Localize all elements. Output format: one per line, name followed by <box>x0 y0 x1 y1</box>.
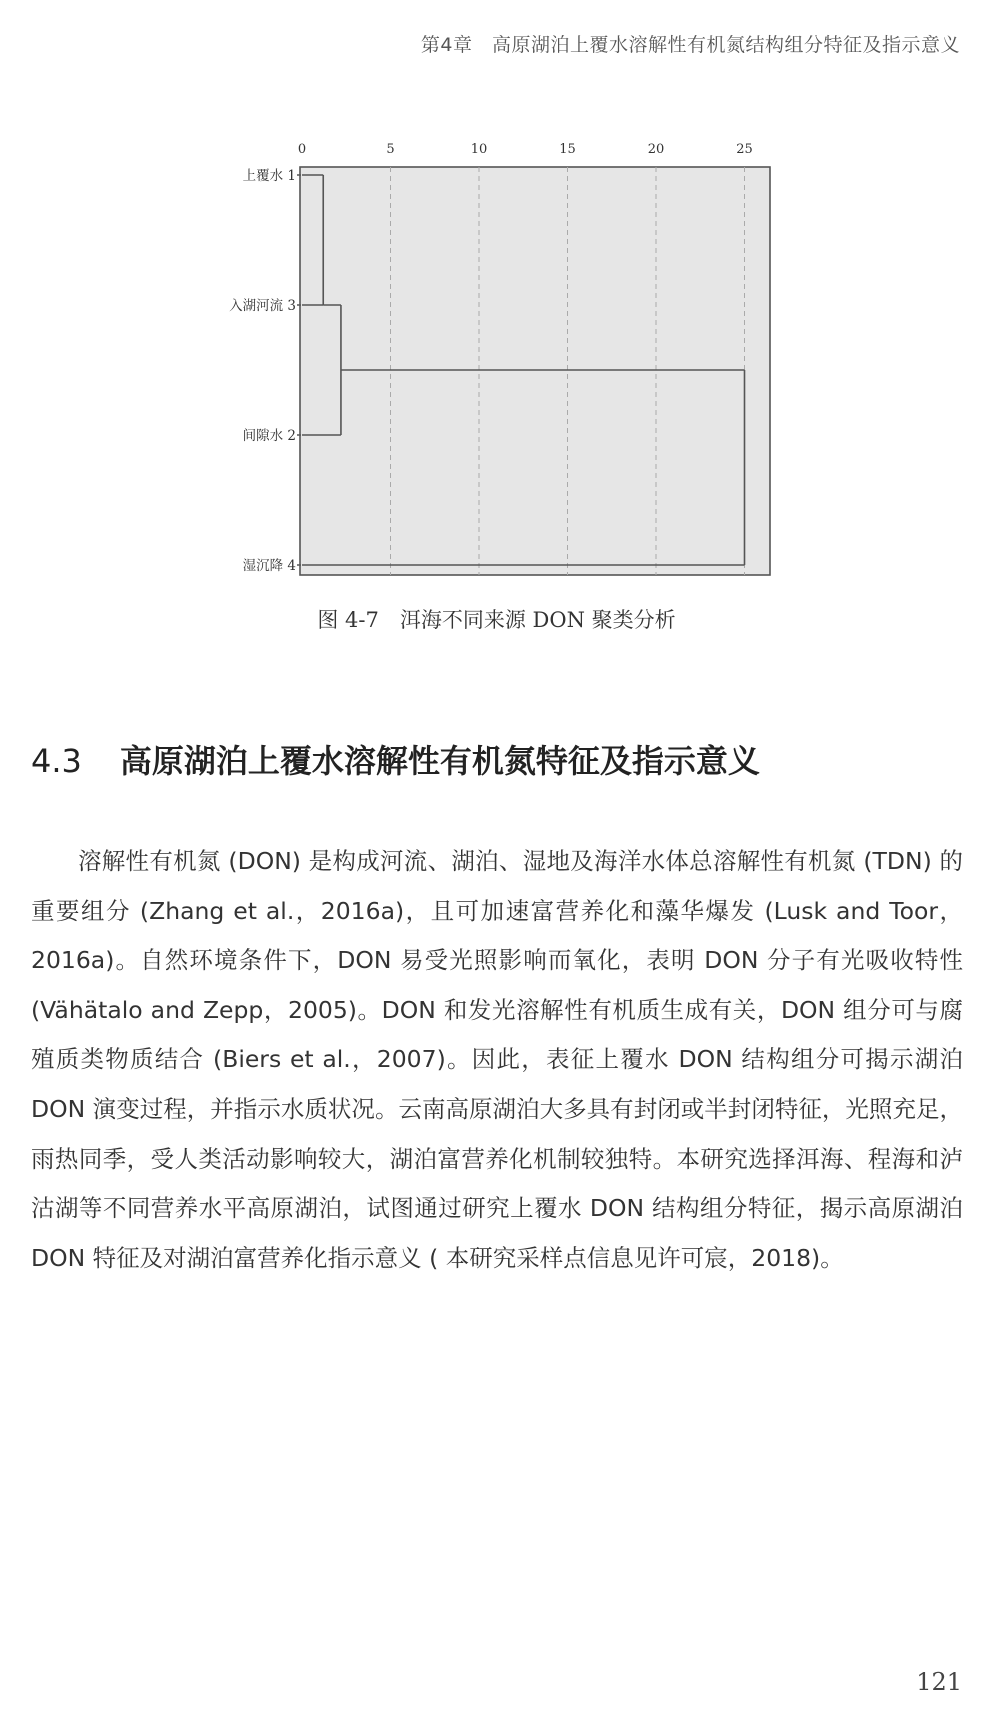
section-title: 高原湖泊上覆水溶解性有机氮特征及指示意义 <box>119 742 760 780</box>
x-tick-label: 10 <box>470 142 488 157</box>
x-tick-label: 15 <box>559 142 576 157</box>
page-number: 121 <box>916 1668 962 1696</box>
leaf-label: 入湖河流 3 <box>229 298 296 314</box>
leaf-label: 间隙水 2 <box>242 428 296 444</box>
running-head: 第4章 高原湖泊上覆水溶解性有机氮结构组分特征及指示意义 <box>420 34 960 56</box>
leaf-label: 上覆水 1 <box>242 168 296 184</box>
figure <box>0 130 993 610</box>
figure-caption: 图 4-7 洱海不同来源 DON 聚类分析 <box>317 608 676 632</box>
plot-area <box>300 167 770 575</box>
section-heading <box>31 736 760 782</box>
section-number: 4.3 <box>31 742 82 780</box>
x-tick-label: 20 <box>647 142 665 157</box>
x-tick-label: 0 <box>297 142 307 157</box>
x-tick-label: 5 <box>386 142 395 157</box>
x-tick-label: 25 <box>736 142 753 157</box>
dendrogram-chart <box>0 130 993 610</box>
leaf-label: 湿沉降 4 <box>242 558 296 574</box>
body-text <box>31 837 963 1283</box>
body-paragraph: 溶解性有机氮 (DON) 是构成河流、湖泊、湿地及海洋水体总溶解性有机氮 (TDN) 的重要组分 (Zhang et al.，2016a)，且可加速富营养化和藻华爆发 (Lusk and Toor，2016a)。自然环境条件下，DON 易受光照影响而氧化，表明 DON 分子有光吸收特性 (Vähätalo and Zepp，2005)。DON 和发光溶解性有机质生成有关，DON 组分可与腐殖质类物质结合 (Biers et al.，2007)。因此，表征上覆水 DON 结构组分可揭示湖泊 DON 演变过程，并指示水质状况。云南高原湖泊大多具有封闭或半封闭特征，光照充足，雨热同季，受人类活动影响较大，湖泊富营养化机制较独特。本研究选择洱海、程海和泸沽湖等不同营养水平高原湖泊，试图通过研究上覆水 DON 结构组分特征，揭示高原湖泊 DON 特征及对湖泊富营养化指示意义 ( 本研究采样点信息见许可宸，2018)。 <box>31 847 963 1272</box>
